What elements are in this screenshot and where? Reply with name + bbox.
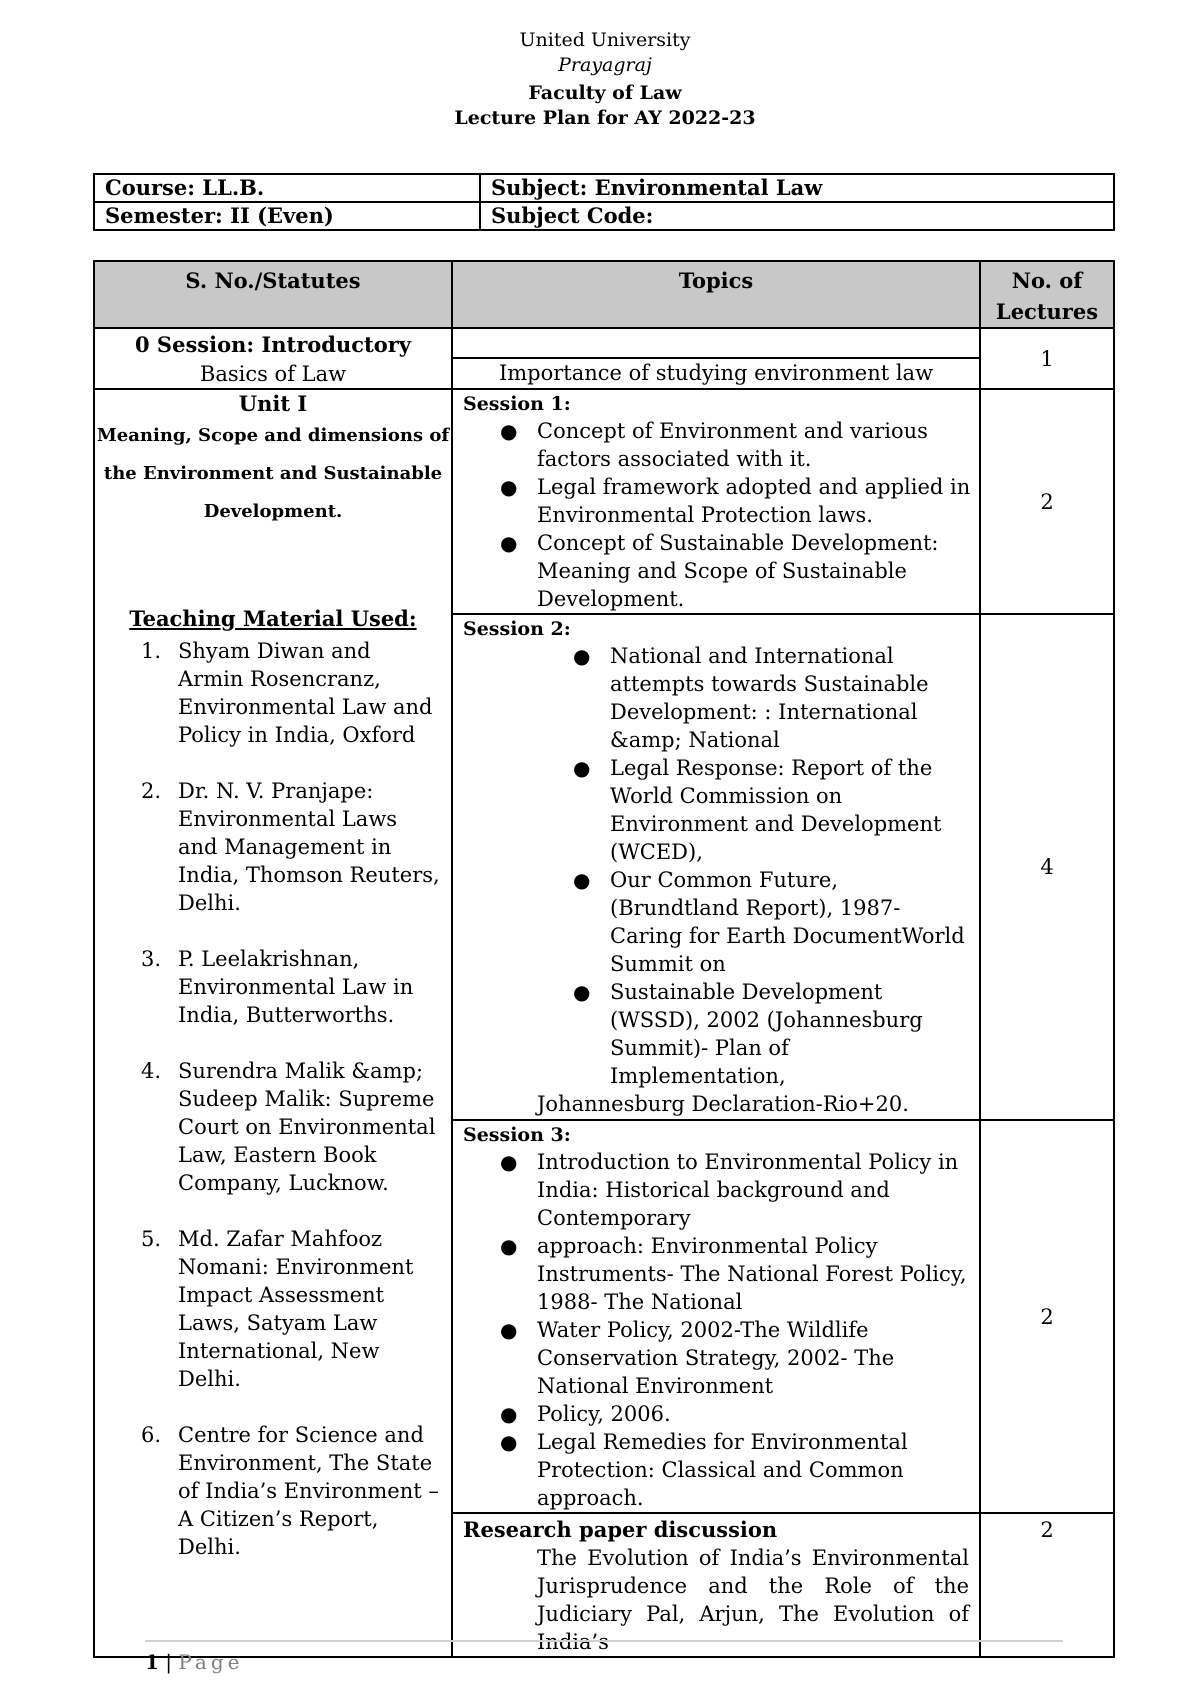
list-item: ● Sustainable Development (WSSD), 2002 (Johannesburg Summit)- Plan of Implementation, xyxy=(573,980,923,1088)
page-word: Page xyxy=(178,1650,244,1674)
intro-subtitle: Basics of Law xyxy=(199,362,347,386)
header-statutes: S. No./Statutes xyxy=(94,261,452,328)
teaching-material-list xyxy=(95,637,451,1561)
list-item: ● Policy, 2006. xyxy=(500,1402,671,1426)
list-item: ● National and International attempts towards Sustainable Development: : International &amp; National xyxy=(573,644,929,752)
session3-list xyxy=(453,1148,979,1512)
unit1-desc-2: the Environment and Sustainable xyxy=(103,463,443,484)
page-footer xyxy=(145,1650,244,1674)
page-number: 1 xyxy=(145,1650,159,1674)
faculty-name: Faculty of Law xyxy=(528,82,682,104)
header-topics: Topics xyxy=(452,261,980,328)
list-item: ● Legal framework adopted and applied in Environmental Protection laws. xyxy=(500,475,971,527)
subject-code-cell: Subject Code: xyxy=(480,202,1114,230)
session2-lectures: 4 xyxy=(980,614,1114,1120)
unit1-desc-3: Development. xyxy=(203,501,343,522)
page-separator: | xyxy=(158,1650,179,1674)
list-item: 2. Dr. N. V. Pranjape: Environmental Laws and Management in India, Thomson Reuters, Delhi. xyxy=(141,779,440,915)
list-item: 6. Centre for Science and Environment, The State of India’s Environment – A Citizen’s Report, Delhi. xyxy=(141,1423,439,1559)
lecture-plan-table xyxy=(93,260,1115,1658)
session1-cell xyxy=(452,389,980,614)
intro-empty-topic xyxy=(452,328,980,358)
header-lectures: No. of Lectures xyxy=(980,261,1114,328)
session2-label: Session 2: xyxy=(463,618,571,640)
course-cell: Course: LL.B. xyxy=(94,174,480,202)
list-item: ● Introduction to Environmental Policy in India: Historical background and Contemporary xyxy=(500,1150,959,1230)
intro-topic: Importance of studying environment law xyxy=(452,358,980,389)
session1-label: Session 1: xyxy=(463,393,571,415)
session3-lectures: 2 xyxy=(980,1120,1114,1513)
unit1-cell xyxy=(94,389,452,1657)
list-item: 4. Surendra Malik &amp; Sudeep Malik: Supreme Court on Environmental Law, Eastern Book Company, Lucknow. xyxy=(141,1059,436,1195)
list-item: 1. Shyam Diwan and Armin Rosencranz, Environmental Law and Policy in India, Oxford xyxy=(141,639,433,747)
unit1-desc-1: Meaning, Scope and dimensions of xyxy=(96,425,450,446)
unit1-title: Unit I xyxy=(238,391,308,416)
plan-title: Lecture Plan for AY 2022-23 xyxy=(454,107,756,129)
session3-cell xyxy=(452,1120,980,1513)
teaching-material-title: Teaching Material Used: xyxy=(129,606,417,631)
subject-cell: Subject: Environmental Law xyxy=(480,174,1114,202)
list-item: ● Water Policy, 2002-The Wildlife Conservation Strategy, 2002- The National Environment xyxy=(500,1318,895,1398)
session2-tail: Johannesburg Declaration-Rio+20. xyxy=(537,1092,909,1116)
research-lectures: 2 xyxy=(980,1513,1114,1657)
list-item: 5. Md. Zafar Mahfooz Nomani: Environment Impact Assessment Laws, Satyam Law International, New Delhi. xyxy=(141,1227,414,1391)
research-label: Research paper discussion xyxy=(463,1517,778,1542)
intro-title: 0 Session: Introductory xyxy=(135,332,411,357)
list-item: ● Concept of Sustainable Development: Meaning and Scope of Sustainable Development. xyxy=(500,531,939,611)
session1-lectures: 2 xyxy=(980,389,1114,614)
list-item: ● Our Common Future, (Brundtland Report), 1987- Caring for Earth DocumentWorld Summit on xyxy=(573,868,965,976)
list-item: ● approach: Environmental Policy Instruments- The National Forest Policy, 1988- The National xyxy=(500,1234,967,1314)
list-item: 3. P. Leelakrishnan, Environmental Law in India, Butterworths. xyxy=(141,947,414,1027)
research-text: The Evolution of India’s Environmental Jurisprudence and the Role of the Judiciary Pal, Arjun, The Evolution of India’s xyxy=(537,1546,969,1654)
document-header xyxy=(0,28,1200,131)
intro-lectures: 1 xyxy=(980,328,1114,389)
list-item: ● Concept of Environment and various factors associated with it. xyxy=(500,419,928,471)
city-name: Prayagraj xyxy=(558,54,652,76)
footer-rule xyxy=(145,1640,1063,1642)
session1-list xyxy=(453,417,979,613)
intro-statute-cell xyxy=(94,328,452,389)
university-name: United University xyxy=(519,29,691,51)
list-item: ● Legal Response: Report of the World Commission on Environment and Development (WCED), xyxy=(573,756,942,864)
session2-list xyxy=(453,642,979,1090)
course-info-table xyxy=(93,173,1115,231)
session2-cell xyxy=(452,614,980,1120)
session3-label: Session 3: xyxy=(463,1124,571,1146)
list-item: ● Legal Remedies for Environmental Protection: Classical and Common approach. xyxy=(500,1430,908,1510)
semester-cell: Semester: II (Even) xyxy=(94,202,480,230)
research-cell xyxy=(452,1513,980,1657)
